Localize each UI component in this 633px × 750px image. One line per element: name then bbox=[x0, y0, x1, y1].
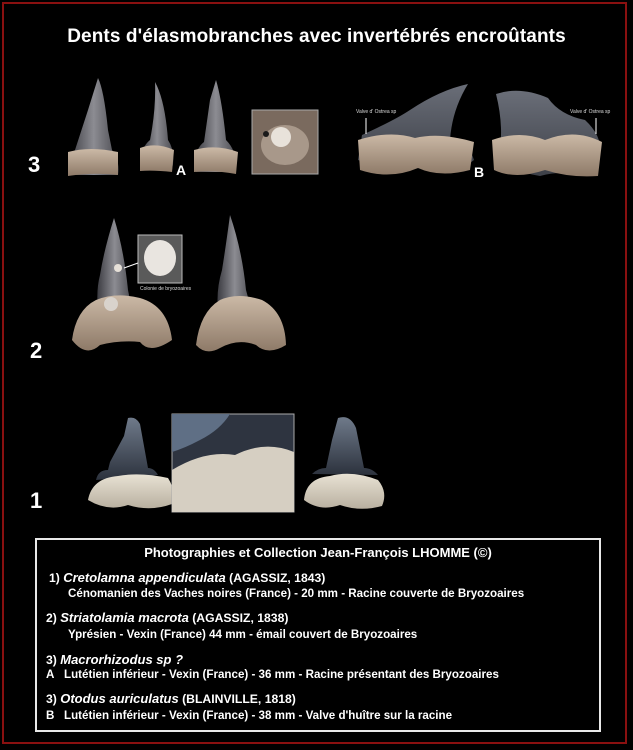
entry-3a-species: Macrorhizodus sp ? bbox=[60, 652, 184, 667]
specimen-3a-side bbox=[140, 82, 174, 172]
specimen-3a-front bbox=[68, 78, 118, 176]
specimen-2-back bbox=[196, 215, 286, 351]
row-number-3: 3 bbox=[28, 152, 41, 177]
oyster-valve-label-right: Valve d' Ostrea sp bbox=[570, 109, 611, 115]
entry-3b-detail: Lutétien inférieur - Vexin (France) - 38 mm - Valve d'huître sur la racine bbox=[64, 709, 453, 722]
entry-2-name bbox=[46, 610, 288, 625]
specimen-1-front bbox=[88, 418, 173, 509]
label-a: A bbox=[176, 162, 187, 178]
entry-3b-name bbox=[46, 691, 296, 706]
entry-3b-number: 3) bbox=[46, 692, 57, 706]
entry-3a-detail: Lutétien inférieur - Vexin (France) - 36 mm - Racine présentant des Bryozoaires bbox=[64, 668, 499, 681]
specimen-2-bryozoan-inset bbox=[138, 235, 182, 283]
entry-3a-number: 3) bbox=[46, 653, 57, 667]
caption-box bbox=[35, 538, 601, 732]
entry-3a-letter: A bbox=[46, 668, 55, 681]
entry-3b-letter: B bbox=[46, 709, 55, 722]
entry-2-species: Striatolamia macrota bbox=[60, 610, 189, 625]
entry-2-detail: Yprésien - Vexin (France) 44 mm - émail couvert de Bryozoaires bbox=[68, 628, 418, 641]
entry-1-species: Cretolamna appendiculata bbox=[63, 570, 226, 585]
credits-header: Photographies et Collection Jean-François LHOMME (©) bbox=[144, 545, 492, 560]
page-title: Dents d'élasmobranches avec invertébrés encroûtants bbox=[67, 26, 566, 47]
specimen-3b-back bbox=[492, 91, 602, 177]
bryozoan-pointer bbox=[124, 263, 138, 268]
entry-1-detail: Cénomanien des Vaches noires (France) - 20 mm - Racine couverte de Bryozoaires bbox=[68, 587, 525, 600]
entry-3a-name bbox=[46, 652, 183, 667]
specimen-3b-front bbox=[358, 84, 474, 175]
oyster-valve-label-left: Valve d' Ostrea sp bbox=[356, 109, 397, 115]
entry-2-number: 2) bbox=[46, 611, 57, 625]
entry-1-author: (AGASSIZ, 1843) bbox=[225, 571, 326, 585]
entry-1-number: 1) bbox=[49, 571, 60, 585]
bryozoan-colony-label: Colonie de bryozoaires bbox=[140, 286, 192, 292]
specimen-1-detail-inset bbox=[172, 414, 294, 512]
specimen-3a-back bbox=[194, 80, 238, 174]
entry-3b-species: Otodus auriculatus bbox=[60, 691, 179, 706]
entry-2-author: (AGASSIZ, 1838) bbox=[188, 611, 289, 625]
entry-1-name bbox=[49, 570, 325, 585]
label-b: B bbox=[474, 164, 485, 180]
row-number-1: 1 bbox=[30, 488, 43, 513]
row-number-2: 2 bbox=[30, 338, 43, 363]
specimen-3a-detail-inset bbox=[252, 110, 318, 174]
entry-3b-author: (BLAINVILLE, 1818) bbox=[178, 692, 296, 706]
specimen-1-back bbox=[304, 417, 384, 509]
